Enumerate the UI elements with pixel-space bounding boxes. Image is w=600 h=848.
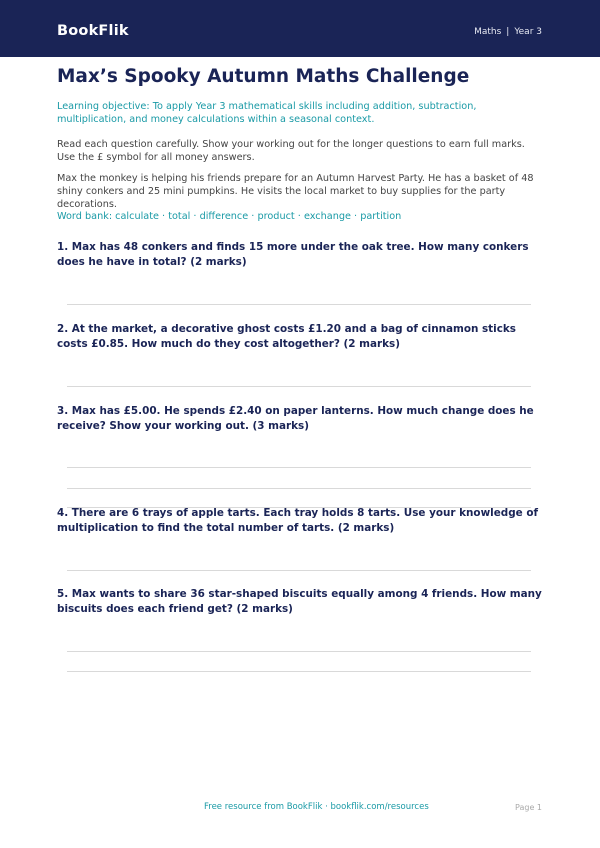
answer-line[interactable] bbox=[67, 304, 531, 305]
learning-objective: Learning objective: To apply Year 3 mathematical skills including addition, subtraction, multiplication, and money calculations within a seasonal context. bbox=[57, 101, 477, 125]
answer-line[interactable] bbox=[67, 488, 531, 489]
question-1: 1. Max has 48 conkers and finds 15 more under the oak tree. How many conkers does he have in total? (2 marks) bbox=[57, 241, 529, 268]
answer-line[interactable] bbox=[67, 570, 531, 571]
question-3: 3. Max has £5.00. He spends £2.40 on paper lanterns. How much change does he receive? Show your working out. (3 marks) bbox=[57, 405, 534, 432]
breadcrumb-year[interactable]: Year 3 bbox=[514, 27, 542, 37]
footer-resource-link[interactable]: Free resource from BookFlik · bookflik.com/resources bbox=[204, 802, 429, 812]
question-4: 4. There are 6 trays of apple tarts. Each tray holds 8 tarts. Use your knowledge of multiplication to find the total number of tarts. (2 marks) bbox=[57, 507, 538, 534]
breadcrumb bbox=[474, 27, 542, 37]
question-2: 2. At the market, a decorative ghost costs £1.20 and a bag of cinnamon sticks costs £0.85. How much do they cost altogether? (2 marks) bbox=[57, 323, 516, 350]
brand-logo[interactable]: BookFlik bbox=[57, 23, 129, 39]
breadcrumb-separator: | bbox=[506, 27, 510, 37]
breadcrumb-subject[interactable]: Maths bbox=[474, 27, 502, 37]
top-bar bbox=[0, 0, 600, 57]
page-title: Max’s Spooky Autumn Maths Challenge bbox=[57, 66, 470, 87]
answer-line[interactable] bbox=[67, 651, 531, 652]
scenario-text: Max the monkey is helping his friends prepare for an Autumn Harvest Party. He has a basket of 48 shiny conkers and 25 mini pumpkins. He visits the local market to buy supplies for the party decorations. bbox=[57, 173, 534, 210]
question-5: 5. Max wants to share 36 star-shaped biscuits equally among 4 friends. How many biscuits does each friend get? (2 marks) bbox=[57, 588, 542, 615]
word-bank: Word bank: calculate · total · difference · product · exchange · partition bbox=[57, 211, 402, 222]
page-number: Page 1 bbox=[515, 803, 542, 812]
answer-line[interactable] bbox=[67, 386, 531, 387]
instructions-text: Read each question carefully. Show your working out for the longer questions to earn full marks. Use the £ symbol for all money answers. bbox=[57, 139, 525, 163]
answer-line[interactable] bbox=[67, 671, 531, 672]
answer-line[interactable] bbox=[67, 467, 531, 468]
